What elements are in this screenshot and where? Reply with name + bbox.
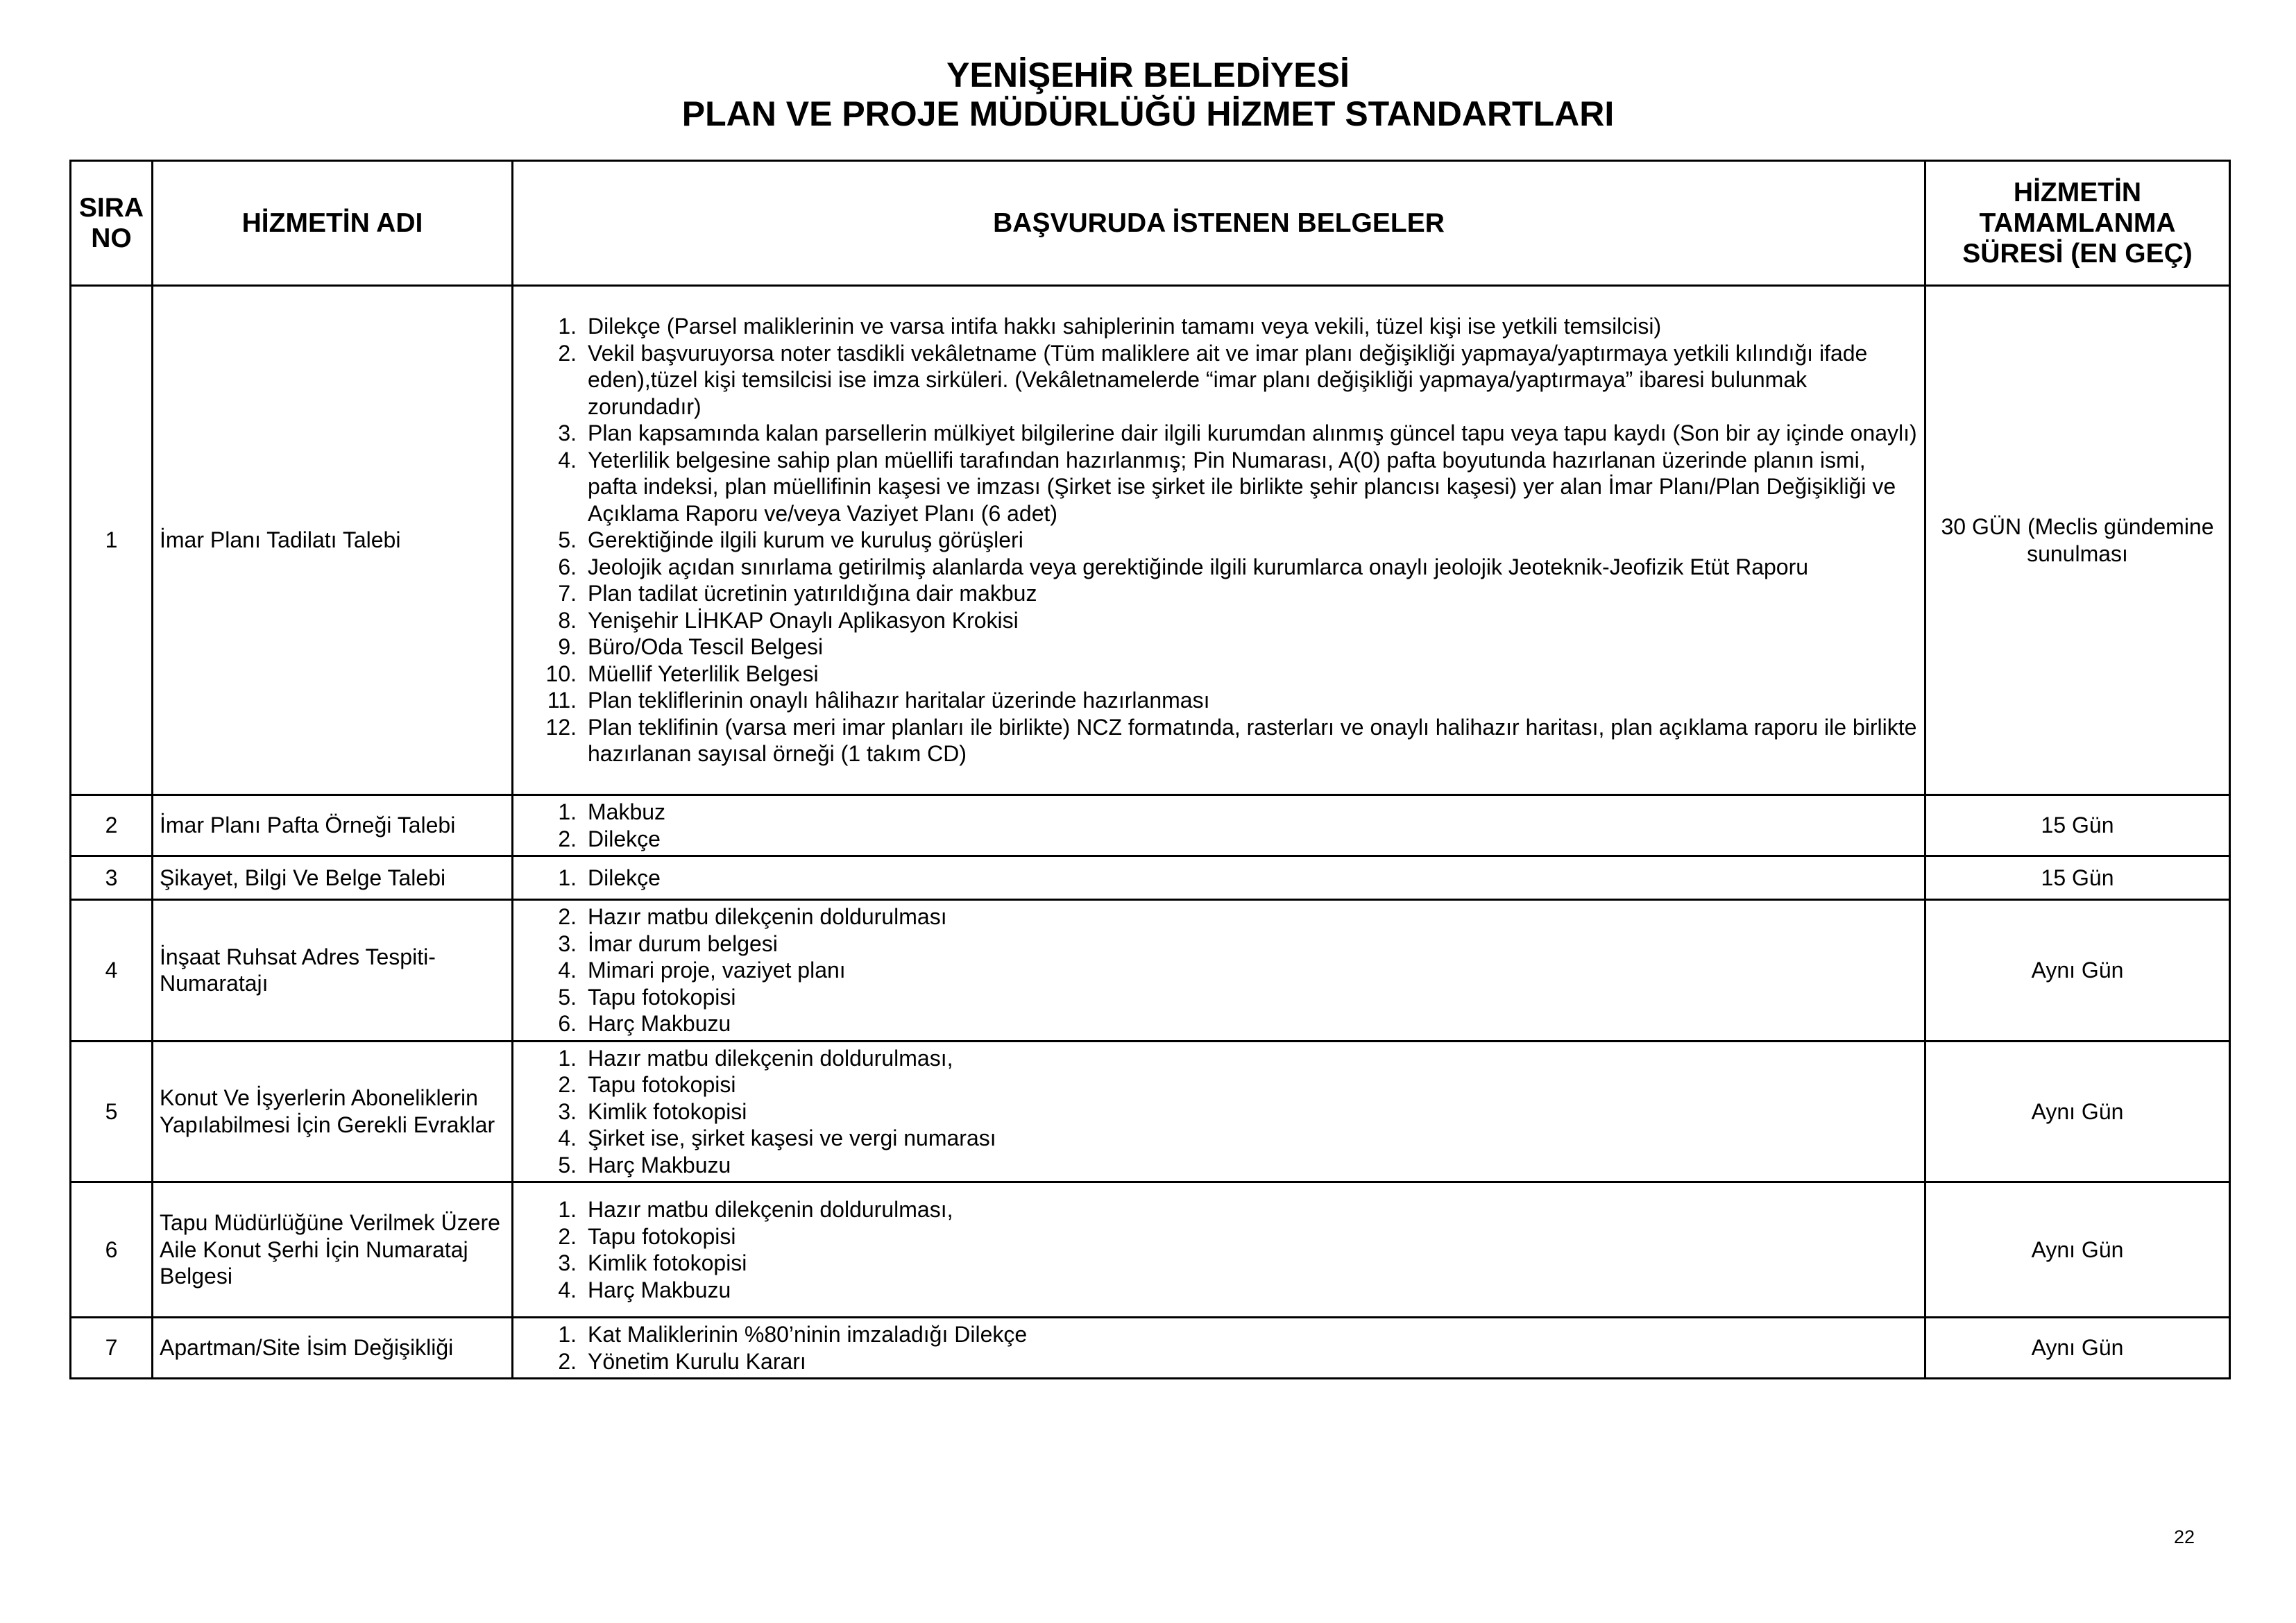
- row-number: 1: [71, 286, 153, 795]
- service-name: Şikayet, Bilgi Ve Belge Talebi: [153, 856, 513, 900]
- list-item-number: 5.: [558, 1152, 577, 1178]
- list-item-number: 12.: [545, 714, 577, 740]
- list-item-text: Dilekçe: [588, 865, 661, 890]
- list-item-text: Plan tekliflerinin onaylı hâlihazır haritalar üzerinde hazırlanması: [588, 688, 1210, 713]
- column-header-docs: BAŞVURUDA İSTENEN BELGELER: [513, 161, 1925, 286]
- list-item-number: 9.: [558, 634, 577, 660]
- list-item-text: Mimari proje, vaziyet planı: [588, 958, 846, 983]
- list-item: [513, 607, 1917, 634]
- list-item-text: Tapu fotokopisi: [588, 1223, 736, 1249]
- row-number: 3: [71, 856, 153, 900]
- list-item: [513, 447, 1917, 527]
- list-item: [513, 1045, 1917, 1072]
- list-item-text: Dilekçe (Parsel maliklerinin ve varsa intifa hakkı sahiplerinin tamamı veya vekili, tüzel kişi ise yetkili temsilcisi): [588, 314, 1662, 339]
- table-row: [71, 1318, 2230, 1379]
- list-item: [513, 554, 1917, 581]
- list-item-text: Tapu fotokopisi: [588, 1072, 736, 1097]
- list-item-text: Şirket ise, şirket kaşesi ve vergi numarası: [588, 1125, 996, 1150]
- list-item-number: 11.: [547, 688, 577, 713]
- list-item-number: 6.: [558, 1011, 577, 1036]
- list-item-number: 2.: [558, 340, 577, 366]
- list-item-text: Plan tadilat ücretinin yatırıldığına dair makbuz: [588, 581, 1037, 606]
- list-item: [513, 661, 1917, 688]
- service-name: İnşaat Ruhsat Adres Tespiti-Numaratajı: [153, 900, 513, 1042]
- list-item: [513, 799, 1917, 826]
- list-item: [513, 527, 1917, 554]
- list-item-number: 3.: [558, 1098, 577, 1124]
- list-item-number: 1.: [558, 1322, 577, 1347]
- list-item-number: 8.: [558, 607, 577, 633]
- list-item: [513, 1071, 1917, 1098]
- page-subtitle: PLAN VE PROJE MÜDÜRLÜĞÜ HİZMET STANDARTLARI: [681, 94, 1615, 133]
- list-item: [513, 687, 1917, 714]
- completion-time: Aynı Gün: [1925, 1318, 2230, 1379]
- page-title: YENİŞEHİR BELEDİYESİ: [946, 56, 1350, 94]
- list-item-number: 2.: [558, 1072, 577, 1097]
- column-header-no: SIRA NO: [71, 161, 153, 286]
- document-list: [513, 901, 1924, 1040]
- table-row: [71, 795, 2230, 856]
- list-item: [513, 984, 1917, 1011]
- required-documents: [513, 1041, 1925, 1182]
- list-item-number: 2.: [558, 826, 577, 851]
- service-name: Tapu Müdürlüğüne Verilmek Üzere Aile Konut Şerhi İçin Numarataj Belgesi: [153, 1182, 513, 1318]
- list-item-text: Gerektiğinde ilgili kurum ve kuruluş görüşleri: [588, 527, 1023, 553]
- list-item-number: 2.: [558, 904, 577, 929]
- list-item-text: Harç Makbuzu: [588, 1152, 731, 1178]
- list-item-text: Kat Maliklerinin %80’ninin imzaladığı Dilekçe: [588, 1322, 1028, 1347]
- row-number: 7: [71, 1318, 153, 1379]
- list-item: [513, 865, 1917, 892]
- table-row: [71, 286, 2230, 795]
- list-item-number: 3.: [558, 1250, 577, 1275]
- document-list: [513, 862, 1924, 894]
- list-item-text: Hazır matbu dilekçenin doldurulması,: [588, 1045, 953, 1071]
- list-item: [513, 714, 1917, 767]
- list-item: [513, 580, 1917, 607]
- list-item-text: Yönetim Kurulu Kararı: [588, 1348, 806, 1374]
- required-documents: [513, 1318, 1925, 1379]
- row-number: 4: [71, 900, 153, 1042]
- required-documents: [513, 900, 1925, 1042]
- list-item-text: Hazır matbu dilekçenin doldurulması,: [588, 1197, 953, 1222]
- list-item-number: 4.: [558, 958, 577, 983]
- list-item-text: Plan kapsamında kalan parsellerin mülkiyet bilgilerine dair ilgili kurumdan alınmış güncel tapu veya tapu kaydı (Son bir ay içinde onaylı): [588, 420, 1917, 446]
- table-row: [71, 1041, 2230, 1182]
- row-number: 5: [71, 1041, 153, 1182]
- list-item-number: 4.: [558, 1125, 577, 1150]
- service-name: İmar Planı Tadilatı Talebi: [153, 286, 513, 795]
- list-item: [513, 1010, 1917, 1037]
- list-item-number: 2.: [558, 1223, 577, 1249]
- table-row: [71, 856, 2230, 900]
- list-item-number: 1.: [558, 1197, 577, 1222]
- list-item: [513, 634, 1917, 661]
- list-item-text: Kimlik fotokopisi: [588, 1098, 747, 1124]
- table-row: [71, 900, 2230, 1042]
- list-item-number: 5.: [558, 984, 577, 1010]
- list-item: [513, 1125, 1917, 1152]
- list-item: [513, 1196, 1917, 1223]
- document-list: [513, 796, 1924, 855]
- list-item: [513, 1152, 1917, 1179]
- list-item: [513, 1098, 1917, 1125]
- document-list: [513, 1193, 1924, 1306]
- document-list: [513, 1042, 1924, 1182]
- list-item: [513, 1277, 1917, 1304]
- row-number: 6: [71, 1182, 153, 1318]
- list-item-text: Harç Makbuzu: [588, 1277, 731, 1302]
- list-item: [513, 931, 1917, 958]
- list-item: [513, 1321, 1917, 1348]
- page-number: 22: [2173, 1527, 2195, 1547]
- list-item-text: Harç Makbuzu: [588, 1011, 731, 1036]
- list-item: [513, 340, 1917, 420]
- completion-time: Aynı Gün: [1925, 900, 2230, 1042]
- list-item: [513, 1348, 1917, 1375]
- service-name: Konut Ve İşyerlerin Aboneliklerin Yapılabilmesi İçin Gerekli Evraklar: [153, 1041, 513, 1182]
- list-item-text: Jeolojik açıdan sınırlama getirilmiş alanlarda veya gerektiğinde ilgili kurumlarca onaylı jeolojik Jeoteknik-Jeofizik Etüt Raporu: [588, 554, 1809, 579]
- list-item-number: 1.: [558, 865, 577, 890]
- completion-time: Aynı Gün: [1925, 1182, 2230, 1318]
- list-item-number: 3.: [558, 931, 577, 956]
- required-documents: [513, 1182, 1925, 1318]
- list-item-text: İmar durum belgesi: [588, 931, 778, 956]
- list-item-text: Yeterlilik belgesine sahip plan müellifi tarafından hazırlanmış; Pin Numarası, A(0) pafta boyutunda hazırlanan üzerinde planın ismi, pafta indeksi, plan müellifinin kaşesi ve imzası (Şirket ise şirket ile birlikte şehir plancısı kaşesi) yer alan İmar Planı/Plan Değişikliği ve Açıklama Raporu ve/veya Vaziyet Planı (6 adet): [588, 447, 1896, 526]
- completion-time: 15 Gün: [1925, 795, 2230, 856]
- list-item: [513, 1250, 1917, 1277]
- required-documents: [513, 795, 1925, 856]
- required-documents: [513, 286, 1925, 795]
- list-item-number: 4.: [558, 1277, 577, 1302]
- column-header-time: HİZMETİN TAMAMLANMA SÜRESİ (EN GEÇ): [1925, 161, 2230, 286]
- required-documents: [513, 856, 1925, 900]
- row-number: 2: [71, 795, 153, 856]
- list-item-number: 1.: [558, 799, 577, 824]
- table-row: [71, 1182, 2230, 1318]
- list-item-number: 4.: [558, 447, 577, 473]
- list-item-number: 5.: [558, 527, 577, 553]
- document-list: [513, 310, 1924, 770]
- list-item: [513, 957, 1917, 984]
- list-item-text: Tapu fotokopisi: [588, 984, 736, 1010]
- service-standards-table: [69, 160, 2231, 1379]
- list-item-number: 1.: [558, 1045, 577, 1071]
- list-item-text: Dilekçe: [588, 826, 661, 851]
- list-item-number: 2.: [558, 1348, 577, 1374]
- list-item-number: 6.: [558, 554, 577, 579]
- list-item-text: Kimlik fotokopisi: [588, 1250, 747, 1275]
- list-item: [513, 826, 1917, 853]
- column-header-name: HİZMETİN ADI: [153, 161, 513, 286]
- list-item: [513, 903, 1917, 931]
- list-item-text: Plan teklifinin (varsa meri imar planları ile birlikte) NCZ formatında, rasterları ve onaylı halihazır haritası, plan açıklama raporu ile birlikte hazırlanan sayısal örneği (1 takım CD): [588, 714, 1917, 767]
- list-item-text: Vekil başvuruyorsa noter tasdikli vekâletname (Tüm maliklere ait ve imar planı değişikliği yapmaya/yaptırmaya yetkili kılındığı ifade eden),tüzel kişi temsilcisi ise imza sirküleri. (Vekâletnamelerde “imar planı değişikliği yapmaya/yaptırmaya” ibaresi bulunmak zorundadır): [588, 340, 1868, 419]
- list-item-text: Müellif Yeterlilik Belgesi: [588, 661, 819, 686]
- list-item-text: Makbuz: [588, 799, 666, 824]
- list-item-text: Büro/Oda Tescil Belgesi: [588, 634, 824, 660]
- list-item-text: Hazır matbu dilekçenin doldurulması: [588, 904, 947, 929]
- list-item-number: 10.: [545, 661, 577, 686]
- service-name: Apartman/Site İsim Değişikliği: [153, 1318, 513, 1379]
- document-list: [513, 1318, 1924, 1377]
- list-item: [513, 313, 1917, 340]
- service-name: İmar Planı Pafta Örneği Talebi: [153, 795, 513, 856]
- completion-time: 30 GÜN (Meclis gündemine sunulması: [1925, 286, 2230, 795]
- list-item-number: 7.: [558, 581, 577, 606]
- completion-time: 15 Gün: [1925, 856, 2230, 900]
- list-item-text: Yenişehir LİHKAP Onaylı Aplikasyon Krokisi: [588, 607, 1019, 633]
- list-item-number: 1.: [558, 314, 577, 339]
- list-item: [513, 420, 1917, 447]
- table-header-row: [71, 161, 2230, 286]
- list-item: [513, 1223, 1917, 1250]
- table-body: [71, 286, 2230, 1379]
- list-item-number: 3.: [558, 420, 577, 446]
- completion-time: Aynı Gün: [1925, 1041, 2230, 1182]
